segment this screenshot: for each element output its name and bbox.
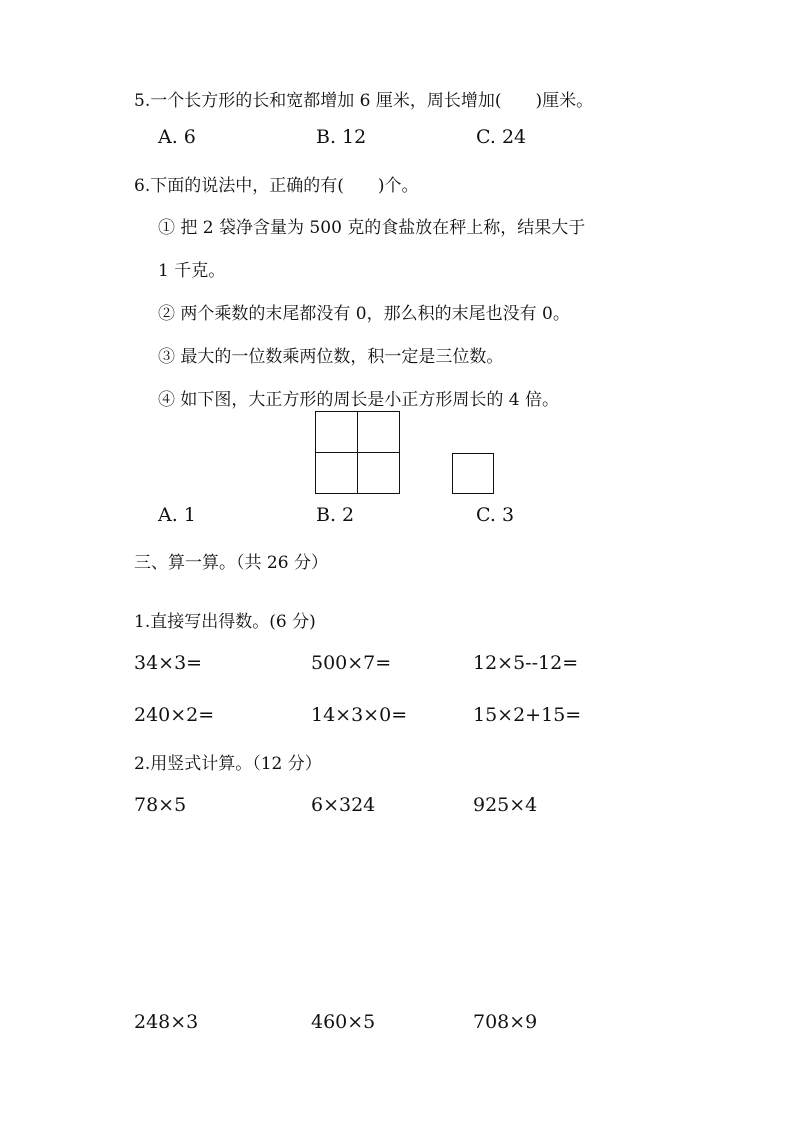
q5-option-b: B. 12 [316, 126, 367, 148]
part-2-title: 2.用竖式计算。（12 分） [134, 754, 322, 774]
vertical-calc-item: 6×324 [311, 794, 376, 816]
question-6-stem: 6.下面的说法中，正确的有( )个。 [134, 176, 419, 196]
vertical-calc-item: 925×4 [473, 794, 538, 816]
vertical-calc-item: 78×5 [134, 794, 187, 816]
vertical-calc-item: 460×5 [311, 1011, 376, 1033]
q6-option-b: B. 2 [316, 504, 355, 526]
oral-calc-item: 500×7= [311, 652, 392, 674]
q6-option-c: C. 3 [476, 504, 515, 526]
oral-calc-item: 14×3×0= [311, 704, 408, 726]
q6-statement-1: ① 把 2 袋净含量为 500 克的食盐放在秤上称，结果大于 [158, 218, 586, 238]
part-1-title: 1.直接写出得数。(6 分) [134, 612, 316, 632]
q6-statement-1-cont: 1 千克。 [158, 261, 226, 281]
q6-option-a: A. 1 [158, 504, 196, 526]
vertical-calc-item: 248×3 [134, 1011, 199, 1033]
q5-option-a: A. 6 [158, 126, 196, 148]
q6-statement-4: ④ 如下图，大正方形的周长是小正方形周长的 4 倍。 [158, 390, 560, 410]
question-5-stem: 5.一个长方形的长和宽都增加 6 厘米，周长增加( )厘米。 [134, 91, 594, 111]
q5-option-c: C. 24 [476, 126, 527, 148]
section-3-title: 三、算一算。（共 26 分） [134, 553, 328, 573]
vertical-calc-item: 708×9 [473, 1011, 538, 1033]
small-square [452, 453, 494, 494]
oral-calc-item: 15×2+15= [473, 704, 582, 726]
oral-calc-item: 34×3= [134, 652, 203, 674]
oral-calc-item: 240×2= [134, 704, 215, 726]
large-square-v-divider [357, 411, 359, 494]
q6-statement-2: ② 两个乘数的末尾都没有 0，那么积的末尾也没有 0。 [158, 304, 570, 324]
q6-statement-3: ③ 最大的一位数乘两位数，积一定是三位数。 [158, 347, 504, 367]
oral-calc-item: 12×5--12= [473, 652, 579, 674]
